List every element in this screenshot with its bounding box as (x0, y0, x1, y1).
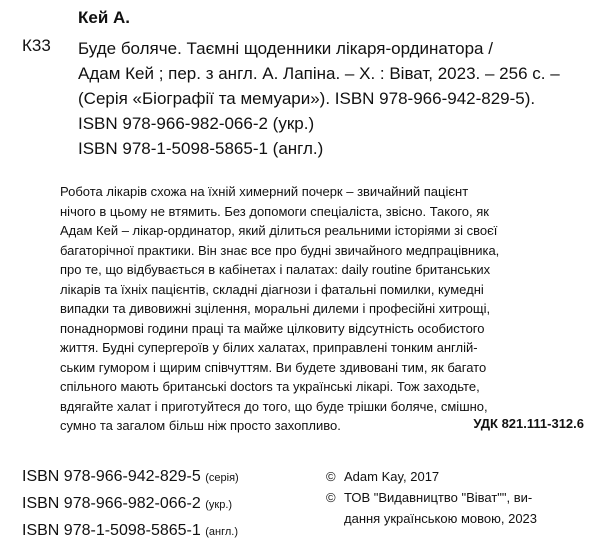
copyright-line (326, 487, 537, 508)
udk-code: УДК 821.111-312.6 (473, 416, 584, 431)
annotation-line: вдягайте халат і приготуйтеся до того, що буде трішки боляче, смішно, (60, 398, 488, 414)
annotation-line: Робота лікарів схожа на їхній химерний почерк – звичайний пацієнт (60, 184, 469, 199)
annotation-line: сумно та загалом більш ніж просто захопливо. (60, 418, 341, 433)
isbn-note: (серія) (205, 472, 239, 484)
author-heading: Кей А. (78, 8, 131, 27)
isbn-list-top (78, 111, 323, 161)
bibliographic-line: Буде боляче. Таємні щоденники лікаря-ординатора / (78, 39, 493, 58)
annotation-line: лікарів та їхніх пацієнтів, складні діагнози і фатальні помилки, кумедні (60, 281, 484, 297)
annotation-line: багаторічної практики. Він знає все про будні звичайного медпрацівника, (60, 242, 500, 258)
annotation-line: ським гумором і щирим співчуттям. Ви будете здивовані тим, як багато (60, 359, 487, 375)
bibliographic-line: Адам Кей ; пер. з англ. А. Лапіна. – Х. : Віват, 2023. – 256 с. – (78, 64, 560, 83)
copyright-line: дання українською мовою, 2023 (344, 511, 538, 526)
isbn-number: ISBN 978-966-982-066-2 (22, 495, 201, 512)
copyright-text: Adam Kay, 2017 (344, 469, 440, 484)
isbn-note: (англ.) (205, 526, 238, 538)
isbn-row (22, 464, 239, 491)
isbn-number: ISBN 978-966-942-829-5 (22, 468, 201, 485)
copyright-block (326, 466, 537, 529)
annotation-line: випадки та дивовижні зцілення, моральні дилеми і професійні хитрощі, (60, 301, 491, 316)
copyright-line (326, 466, 537, 487)
bibliographic-line: (Серія «Біографії та мемуари»). ISBN 978-966-942-829-5). (78, 89, 536, 108)
annotation-line: нічого в цьому не втямить. Без допомоги спеціаліста, звісно. Такого, як (60, 203, 489, 219)
annotation-line: спільного мають британські doctors та українські лікарі. Тож заходьте, (60, 379, 480, 394)
isbn-line: ISBN 978-966-982-066-2 (укр.) (78, 114, 315, 133)
isbn-row (22, 491, 239, 518)
isbn-number: ISBN 978-1-5098-5865-1 (22, 522, 201, 539)
annotation-line: Адам Кей – лікар-ординатор, який ділиться реальними історіями зі своєї (60, 223, 498, 238)
annotation-line: про те, що відбувається в кабінетах і палатах: daily routine британських (60, 262, 491, 277)
classification-code: К33 (22, 36, 51, 55)
isbn-row (22, 518, 239, 545)
bibliographic-record (78, 36, 588, 111)
annotation-line: понаднормові години праці та майже цілковиту відсутність особистого (60, 320, 485, 336)
isbn-list-bottom (22, 464, 239, 545)
copyright-icon: © (326, 469, 336, 484)
annotation-line: життя. Будні супергероїв у білих халатах, приправлені тонким англій- (60, 340, 478, 355)
copyright-text: ТОВ "Видавництво "Віват"", ви- (344, 490, 533, 505)
copyright-icon: © (326, 490, 336, 505)
annotation-paragraph (60, 182, 590, 436)
isbn-note: (укр.) (205, 499, 233, 511)
isbn-line: ISBN 978-1-5098-5865-1 (англ.) (78, 139, 324, 158)
